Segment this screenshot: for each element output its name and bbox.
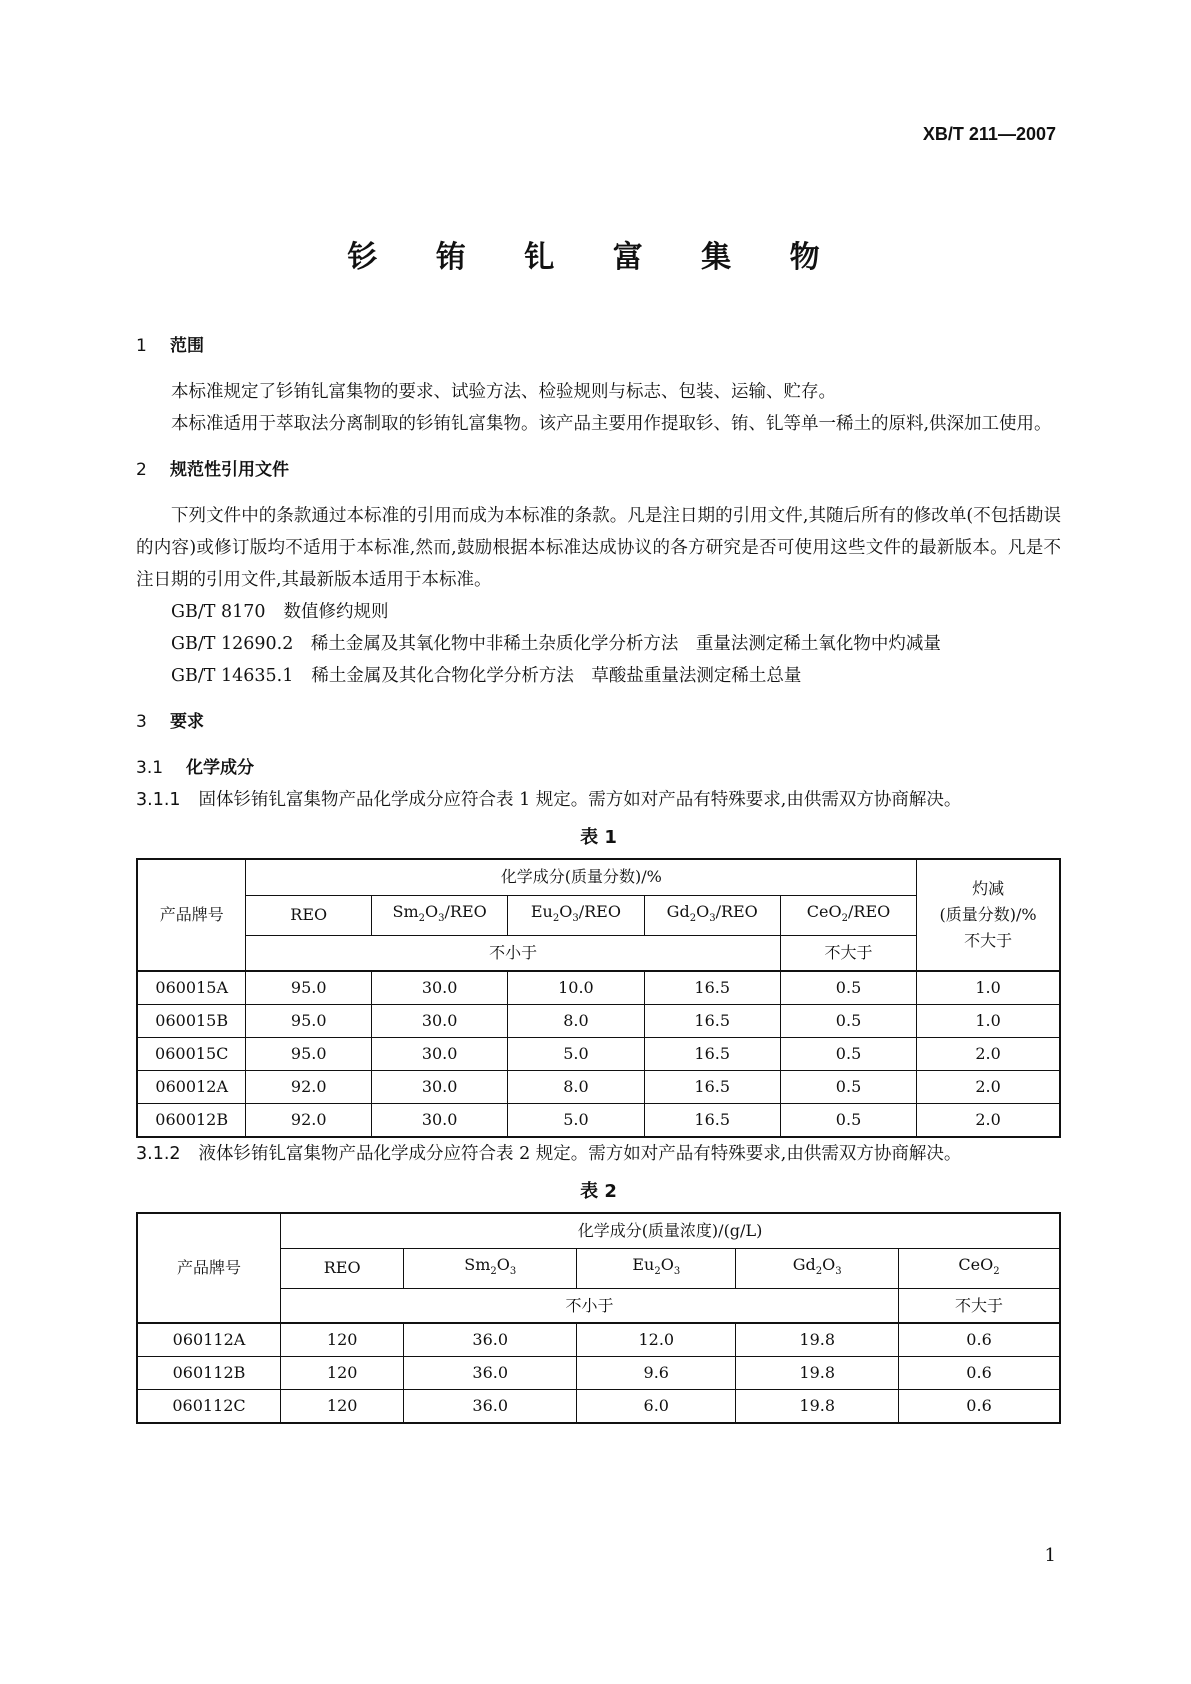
product-header: 产品牌号 — [137, 859, 246, 971]
value-cell: 92.0 — [246, 1104, 372, 1138]
value-cell: 16.5 — [644, 1071, 780, 1104]
column-header-ceo2: CeO$_2$ — [899, 1248, 1060, 1288]
value-cell: 2.0 — [917, 1104, 1060, 1138]
value-cell: 95.0 — [246, 1038, 372, 1071]
max-limit-label: 不大于 — [899, 1288, 1060, 1323]
table-row — [137, 1323, 1060, 1357]
column-header-eu2o3-reo: $Eu_2O_3$/REO — [508, 895, 644, 935]
value-cell: 19.8 — [736, 1357, 899, 1390]
section-2-heading — [136, 454, 1061, 486]
table-row — [137, 1357, 1060, 1390]
value-cell: 120 — [281, 1357, 404, 1390]
value-cell: 0.6 — [899, 1357, 1060, 1390]
table-row — [137, 1038, 1060, 1071]
clause-number: 3.1.2 — [136, 1144, 181, 1165]
page-number: 1 — [1044, 1545, 1056, 1566]
value-cell: 95.0 — [246, 1005, 372, 1038]
value-cell: 0.5 — [780, 1038, 916, 1071]
column-header-ceo2-reo: CeO$_2$/REO — [780, 895, 916, 935]
reference-item — [136, 596, 1061, 628]
document-title: 钐 铕 钆 富 集 物 — [347, 240, 844, 275]
paragraph: 本标准适用于萃取法分离制取的钐铕钆富集物。该产品主要用作提取钐、铕、钆等单一稀土的原料,供深加工使用。 — [171, 414, 1052, 434]
ignition-loss-limit: 不大于 — [964, 931, 1013, 951]
value-cell: 30.0 — [371, 1038, 507, 1071]
value-cell: 0.5 — [780, 1005, 916, 1038]
ignition-loss-label: 灼减 — [972, 879, 1005, 899]
product-grade-cell: 060112A — [137, 1323, 281, 1357]
value-cell: 1.0 — [917, 1005, 1060, 1038]
reference-code: GB/T 12690.2 — [171, 634, 294, 654]
value-cell: 0.6 — [899, 1323, 1060, 1357]
standard-code: XB/T 211—2007 — [922, 124, 1056, 144]
value-cell: 6.0 — [577, 1390, 736, 1424]
clause-3-1-2 — [136, 1138, 1061, 1170]
document-body — [136, 330, 1061, 1424]
section-title: 范围 — [170, 336, 204, 356]
max-limit-label: 不大于 — [780, 935, 916, 971]
min-limit-label: 不小于 — [246, 935, 780, 971]
min-limit-label: 不小于 — [281, 1288, 899, 1323]
value-cell: 30.0 — [371, 1005, 507, 1038]
value-cell: 16.5 — [644, 971, 780, 1005]
table-row — [137, 1390, 1060, 1424]
value-cell: 8.0 — [508, 1071, 644, 1104]
section-number: 3 — [136, 712, 147, 732]
subsection-3-1-heading — [136, 752, 1061, 784]
reference-title: 稀土金属及其氧化物中非稀土杂质化学分析方法 重量法测定稀土氧化物中灼减量 — [310, 634, 941, 654]
product-grade-cell: 060112B — [137, 1357, 281, 1390]
column-header-sm2o3-reo: $Sm_2O_3$/REO — [371, 895, 507, 935]
table-row — [137, 1104, 1060, 1138]
reference-title: 数值修约规则 — [283, 602, 389, 622]
value-cell: 5.0 — [508, 1104, 644, 1138]
clause-number: 3.1.1 — [136, 790, 181, 810]
value-cell: 8.0 — [508, 1005, 644, 1038]
product-grade-cell: 060015A — [137, 971, 246, 1005]
paragraph: 下列文件中的条款通过本标准的引用而成为本标准的条款。凡是注日期的引用文件,其随后所有的修改单(不包括勘误的内容)或修订版均不适用于本标准,然而,鼓励根据本标准达成协议的各方研究是否可使用这些文件的最新版本。凡是不注日期的引用文件,其最新版本适用于本标准。 — [136, 506, 1061, 590]
product-grade-cell: 060015B — [137, 1005, 246, 1038]
value-cell: 92.0 — [246, 1071, 372, 1104]
value-cell: 120 — [281, 1323, 404, 1357]
reference-code: GB/T 14635.1 — [171, 666, 294, 686]
product-grade-cell: 060015C — [137, 1038, 246, 1071]
section-title: 要求 — [170, 712, 204, 732]
composition-header: 化学成分(质量浓度)/(g/L) — [281, 1213, 1061, 1248]
value-cell: 0.5 — [780, 1071, 916, 1104]
value-cell: 2.0 — [917, 1071, 1060, 1104]
column-header-sm2o3: $Sm_2O_3$ — [404, 1248, 577, 1288]
column-header-gd2o3-reo: $Gd_2O_3$/REO — [644, 895, 780, 935]
subsection-title: 化学成分 — [186, 758, 254, 778]
subsection-number: 3.1 — [136, 758, 164, 778]
table-row — [137, 971, 1060, 1005]
table-2-caption: 表 2 — [580, 1181, 617, 1203]
clause-text: 液体钐铕钆富集物产品化学成分应符合表 2 规定。需方如对产品有特殊要求,由供需双方协商解决。 — [198, 1144, 962, 1165]
ignition-loss-unit: (质量分数)/% — [939, 905, 1037, 925]
section-number: 2 — [136, 460, 147, 480]
value-cell: 12.0 — [577, 1323, 736, 1357]
reference-title: 稀土金属及其化合物化学分析方法 草酸盐重量法测定稀土总量 — [311, 666, 802, 686]
section-3-heading — [136, 706, 1061, 738]
clause-3-1-1 — [136, 784, 1061, 816]
value-cell: 95.0 — [246, 971, 372, 1005]
section-number: 1 — [136, 336, 147, 356]
reference-item — [136, 628, 1061, 660]
reference-item — [136, 660, 1061, 692]
value-cell: 0.5 — [780, 971, 916, 1005]
reference-code: GB/T 8170 — [171, 602, 266, 622]
value-cell: 16.5 — [644, 1038, 780, 1071]
column-header-eu2o3: $Eu_2O_3$ — [577, 1248, 736, 1288]
table-row — [137, 1071, 1060, 1104]
value-cell: 2.0 — [917, 1038, 1060, 1071]
value-cell: 16.5 — [644, 1005, 780, 1038]
paragraph: 本标准规定了钐铕钆富集物的要求、试验方法、检验规则与标志、包装、运输、贮存。 — [171, 382, 836, 402]
value-cell: 36.0 — [404, 1390, 577, 1424]
product-header: 产品牌号 — [137, 1213, 281, 1323]
section-title: 规范性引用文件 — [170, 460, 289, 480]
section-1-heading — [136, 330, 1061, 362]
value-cell: 19.8 — [736, 1390, 899, 1424]
product-grade-cell: 060012B — [137, 1104, 246, 1138]
value-cell: 120 — [281, 1390, 404, 1424]
table-2 — [136, 1212, 1061, 1424]
column-header-reo: REO — [281, 1248, 404, 1288]
ignition-loss-header — [917, 859, 1060, 971]
value-cell: 10.0 — [508, 971, 644, 1005]
value-cell: 0.5 — [780, 1104, 916, 1138]
composition-header: 化学成分(质量分数)/% — [246, 859, 917, 895]
table-1 — [136, 858, 1061, 1138]
value-cell: 36.0 — [404, 1323, 577, 1357]
clause-text: 固体钐铕钆富集物产品化学成分应符合表 1 规定。需方如对产品有特殊要求,由供需双方协商解决。 — [198, 790, 962, 810]
table-1-caption: 表 1 — [580, 827, 617, 848]
value-cell: 0.6 — [899, 1390, 1060, 1424]
table-row — [137, 1005, 1060, 1038]
value-cell: 5.0 — [508, 1038, 644, 1071]
value-cell: 9.6 — [577, 1357, 736, 1390]
value-cell: 36.0 — [404, 1357, 577, 1390]
value-cell: 19.8 — [736, 1323, 899, 1357]
product-grade-cell: 060112C — [137, 1390, 281, 1424]
value-cell: 30.0 — [371, 1104, 507, 1138]
value-cell: 16.5 — [644, 1104, 780, 1138]
column-header-gd2o3: $Gd_2O_3$ — [736, 1248, 899, 1288]
value-cell: 30.0 — [371, 1071, 507, 1104]
value-cell: 1.0 — [917, 971, 1060, 1005]
column-header-reo: REO — [246, 895, 372, 935]
product-grade-cell: 060012A — [137, 1071, 246, 1104]
value-cell: 30.0 — [371, 971, 507, 1005]
